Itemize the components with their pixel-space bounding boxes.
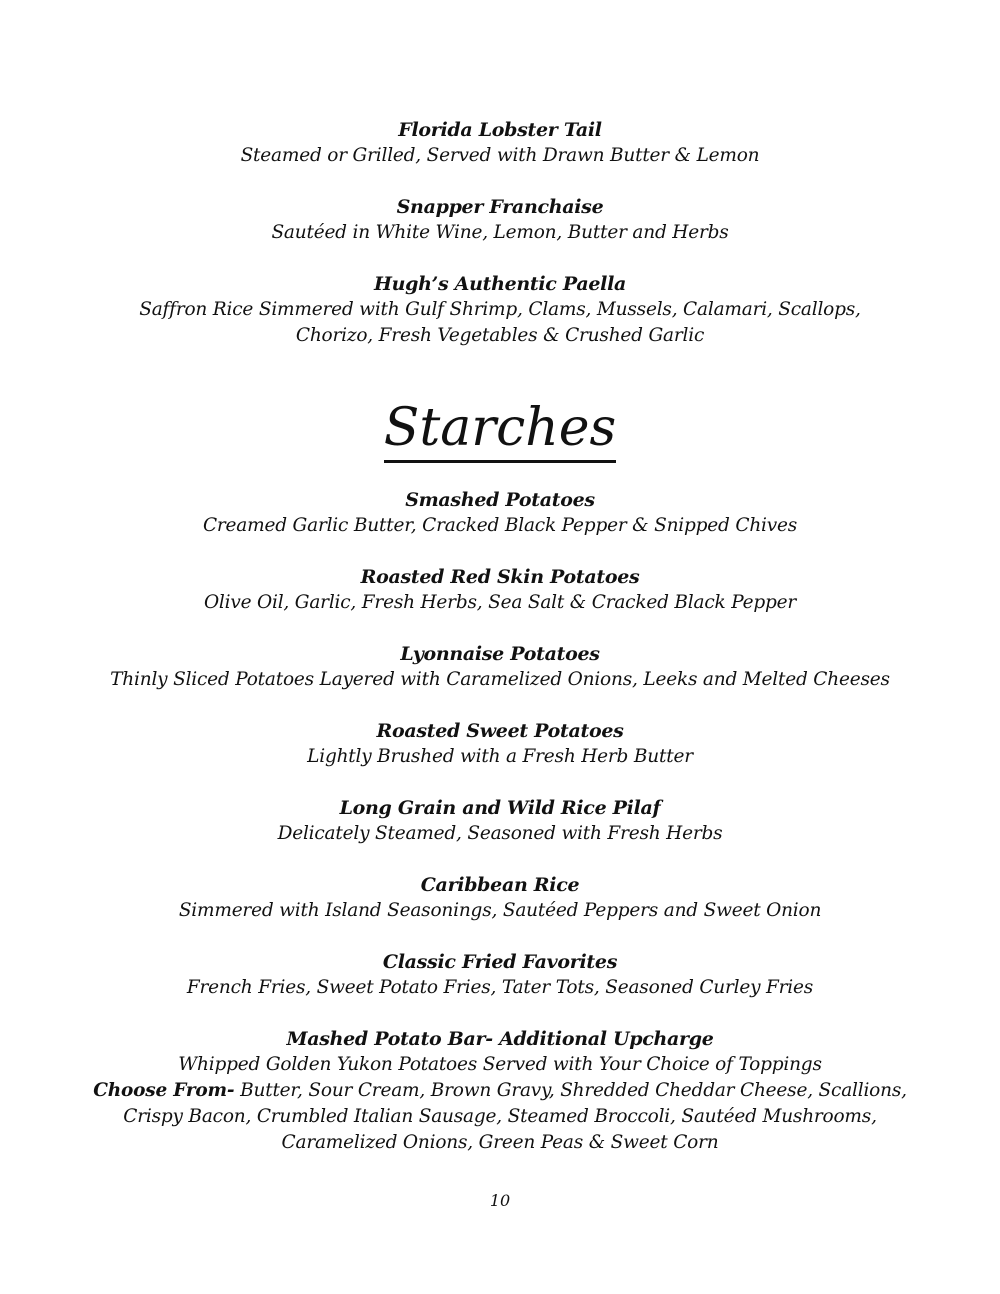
menu-item-hughs-authentic-paella [0, 271, 1000, 349]
choose-from-label: Choose From- [93, 1080, 235, 1101]
menu-item-title: Long Grain and Wild Rice Pilaf [339, 797, 661, 819]
menu-item-smashed-potatoes [0, 487, 1000, 539]
menu-item-title: Florida Lobster Tail [398, 119, 602, 141]
menu-item-description: Thinly Sliced Potatoes Layered with Caramelized Onions, Leeks and Melted Cheeses [110, 669, 890, 690]
menu-item-title: Mashed Potato Bar- Additional Upcharge [286, 1028, 714, 1050]
menu-item-florida-lobster-tail [0, 117, 1000, 169]
menu-item-caribbean-rice [0, 872, 1000, 924]
page-number: 10 [489, 1191, 511, 1210]
menu-item-description: Caramelized Onions, Green Peas & Sweet Corn [281, 1132, 719, 1153]
menu-item-description: Creamed Garlic Butter, Cracked Black Pepper & Snipped Chives [202, 515, 798, 536]
menu-item-title: Snapper Franchaise [396, 196, 604, 218]
menu-item-description: Lightly Brushed with a Fresh Herb Butter [307, 746, 693, 767]
menu-item-description: Simmered with Island Seasonings, Sautéed Peppers and Sweet Onion [178, 900, 822, 921]
menu-item-title: Classic Fried Favorites [382, 951, 618, 973]
menu-item-title: Caribbean Rice [420, 874, 580, 896]
menu-item-wild-rice-pilaf [0, 795, 1000, 847]
toppings-text: Butter, Sour Cream, Brown Gravy, Shredded Cheddar Cheese, Scallions, [234, 1080, 907, 1101]
menu-item-title: Lyonnaise Potatoes [400, 643, 600, 665]
menu-item-description: Delicately Steamed, Seasoned with Fresh Herbs [277, 823, 723, 844]
menu-item-lyonnaise-potatoes [0, 641, 1000, 693]
menu-item-roasted-sweet-potatoes [0, 718, 1000, 770]
menu-item-description: Chorizo, Fresh Vegetables & Crushed Garlic [295, 325, 705, 346]
menu-item-description: French Fries, Sweet Potato Fries, Tater Tots, Seasoned Curley Fries [186, 977, 814, 998]
menu-item-description: Sautéed in White Wine, Lemon, Butter and Herbs [271, 222, 729, 243]
menu-item-snapper-franchaise [0, 194, 1000, 246]
menu-item-classic-fried-favorites [0, 949, 1000, 1001]
menu-item-title: Hugh’s Authentic Paella [373, 273, 627, 295]
menu-item-description: Olive Oil, Garlic, Fresh Herbs, Sea Salt & Cracked Black Pepper [203, 592, 797, 613]
menu-item-description: Steamed or Grilled, Served with Drawn Butter & Lemon [240, 145, 760, 166]
menu-item-title: Roasted Sweet Potatoes [376, 720, 624, 742]
menu-item-title: Roasted Red Skin Potatoes [360, 566, 640, 588]
menu-item-description: Whipped Golden Yukon Potatoes Served with Your Choice of Toppings [178, 1054, 822, 1075]
menu-item-title: Smashed Potatoes [405, 489, 595, 511]
toppings-line [0, 1078, 1000, 1104]
section-heading-text: Starches [384, 398, 616, 463]
menu-item-description: Saffron Rice Simmered with Gulf Shrimp, Clams, Mussels, Calamari, Scallops, [139, 299, 861, 320]
section-heading [0, 393, 1000, 463]
menu-item-roasted-red-skin-potatoes [0, 564, 1000, 616]
menu-item-description: Crispy Bacon, Crumbled Italian Sausage, Steamed Broccoli, Sautéed Mushrooms, [123, 1106, 877, 1127]
menu-item-mashed-potato-bar [0, 1026, 1000, 1156]
